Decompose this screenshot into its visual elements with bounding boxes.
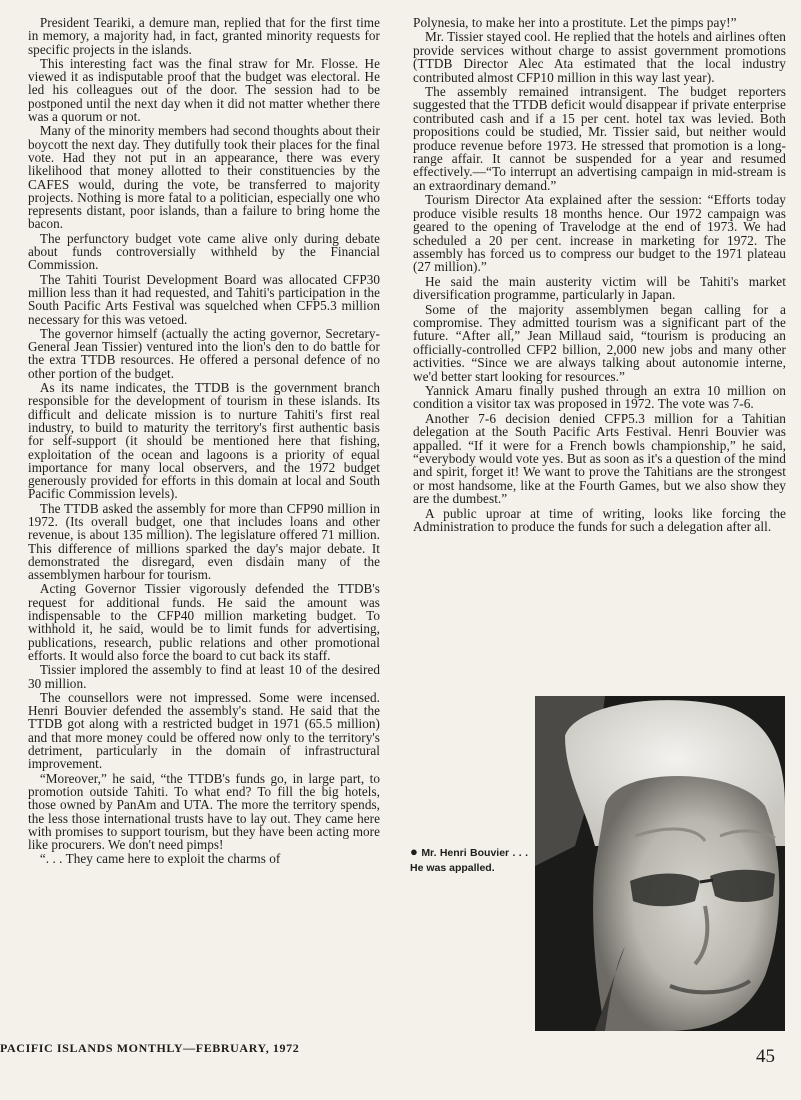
paragraph: The counsellors were not impressed. Some were incensed. Henri Bouvier defended the assembly's stand. He said that the TTDB got along with a restricted budget in 1971 (65.5 million) and that more money could be offered now only to the territory's detriment, particularly in the domain of infrastructural improvement. [28, 689, 380, 772]
paragraph: The governor himself (actually the acting governor, Secretary-General Jean Tissier) ventured into the lion's den to do battle for the extra TTDB resources. He offered a personal defence of no other portion of the budget. [28, 325, 380, 381]
article-column-right [413, 16, 786, 533]
paragraph: The perfunctory budget vote came alive only during debate about funds controversially withheld by the Financial Commission. [28, 230, 380, 273]
paragraph: “. . . They came here to exploit the charms of [39, 851, 281, 867]
paragraph: Yannick Amaru finally pushed through an extra 10 million on condition a visitor tax was proposed in 1972. The vote was 7-6. [413, 382, 786, 412]
paragraph: The TTDB asked the assembly for more than CFP90 million in 1972. (Its overall budget, one that includes loans and other revenue, is about 135 million). The legislature offered 71 million. This difference of millions sparked the day's major debate. It demonstrated the disregard, even disdain many of the assemblymen harbour for tourism. [28, 500, 380, 583]
paragraph: A public uproar at time of writing, looks like forcing the Administration to produce the funds for such a delegation after all. [413, 505, 786, 535]
photo-block [405, 696, 785, 1031]
page-number: 45 [756, 1046, 775, 1067]
paragraph: The assembly remained intransigent. The budget reporters suggested that the TTDB deficit would disappear if private enterprise contributed cash and if a 15 per cent. hotel tax was levied. Both propositions could be studied, Mr. Tissier said, but neither would produce revenue before 1973. He stressed that promotion is a long-range affair. It cannot be suspended for a year and resumed effectively.—“To interrupt an advertising campaign in mid-stream is an extraordinary demand.” [413, 84, 786, 193]
paragraph: The Tahiti Tourist Development Board was allocated CFP30 million less than it had requested, and Tahiti's participation in the South Pacific Arts Festival was squelched when CFP5.3 million necessary for this was vetoed. [28, 271, 380, 327]
paragraph: “Moreover,” he said, “the TTDB's funds go, in large part, to promotion outside Tahiti. To what end? To fill the big hotels, those owned by PanAm and UTA. The more the territory spends, the less those international trusts have to lay out. They came here with promises to support tourism, but they have been acting more like procurers. We don't need pimps! [28, 770, 380, 853]
paragraph: As its name indicates, the TTDB is the government branch responsible for the development of tourism in these islands. Its difficult and delicate mission is to nurture Tahiti's first real industry, to build to maturity the territory's first authentic basis for self-support (it should be mentioned here that fishing, exploitation of the ocean and lagoons is a priority of equal importance for many local observers, and the 1972 budget generously provided for efforts in this domain at local and South Pacific Commission levels). [28, 380, 380, 502]
paragraph: Polynesia, to make her into a prostitute. Let the pimps pay!” [413, 15, 737, 30]
paragraph: President Teariki, a demure man, replied that for the first time in memory, a majority had, in fact, granted minority requests for specific projects in the islands. [28, 15, 380, 57]
paragraph: Many of the minority members had second thoughts about their boycott the next day. They dutifully took their places for the final vote. Had they not put in an appearance, there was every likelihood that money allotted to their constituencies by the CAFES would, during the vote, be transferred to majority projects. Nothing is more fatal to a politician, especially one who represents distant, poor islands, than a failure to bring home the bacon. [28, 123, 380, 232]
paragraph: Mr. Tissier stayed cool. He replied that the hotels and airlines often provide services without charge to assist government promotions (TTDB Director Alec Ata estimated that the local industry contributed almost CFP10 million in this way last year). [413, 29, 786, 85]
photo-caption [410, 844, 528, 876]
paragraph: Another 7-6 decision denied CFP5.3 million for a Tahitian delegation at the South Pacific Arts Festival. Henri Bouvier was appalled. “If it were for a French bowls championship,” he said, “everybody would vote yes. But as soon as it's a question of the mind and spirit, forget it! We want to prove the Tahitians are the strongest or most handsome, like at the Fourth Games, but we also show they are the dumbest.” [413, 410, 786, 507]
paragraph: This interesting fact was the final straw for Mr. Flosse. He viewed it as indisputable proof that the budget was electoral. He led his colleagues out of the door. The session had to be postponed until the next day when it did not matter whether there was a quorum or not. [28, 55, 380, 125]
bullet-icon: ● [410, 844, 419, 859]
paragraph: Tourism Director Ata explained after the session: “Efforts today produce visible results 18 months hence. Our 1972 campaign was geared to the opening of Travelodge at the end of 1973. We had scheduled a 20 per cent. increase in marketing for 1972. The assembly has forced us to compress our budget to the 1971 plateau (27 million).” [413, 192, 786, 275]
portrait-photo [535, 696, 785, 1031]
caption-text: Mr. Henri Bouvier . . . He was appalled. [410, 847, 528, 874]
paragraph: He said the main austerity victim will be Tahiti's market diversification programme, particularly in Japan. [413, 273, 786, 303]
publication-footer: PACIFIC ISLANDS MONTHLY—FEBRUARY, 1972 [0, 1041, 300, 1055]
paragraph: Some of the majority assemblymen began calling for a compromise. They admitted tourism was a significant part of the future. “After all,” Jean Millaud said, “tourism is producing an officially-controlled CFP2 billion, 2,000 new jobs and many other activities. “Since we are always talking about autonomie interne, we'd better start looking for resources.” [413, 301, 786, 384]
paragraph: Tissier implored the assembly to find at least 10 of the desired 30 million. [28, 662, 380, 691]
paragraph: Acting Governor Tissier vigorously defended the TTDB's request for additional funds. He said the amount was indispensable to the CFP40 million marketing budget. To withhold it, he said, would be to limit funds for advertising, publications, research, public relations and other promotional efforts. It would also force the board to cut back its staff. [28, 581, 380, 663]
article-column-left [28, 16, 380, 866]
